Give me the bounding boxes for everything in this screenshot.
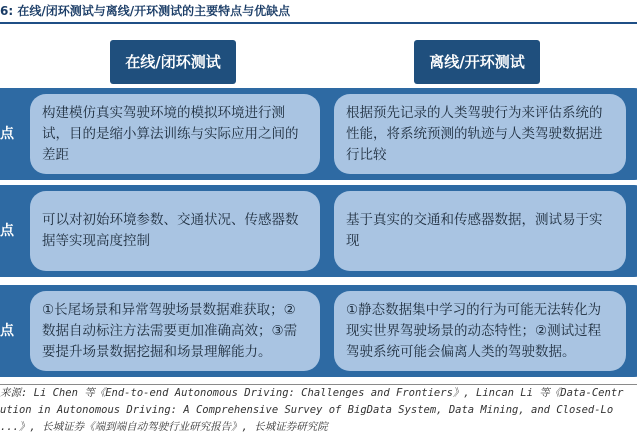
cell-advantages-offline: 基于真实的交通和传感器数据，测试易于实现 — [334, 191, 626, 271]
source-line-1: 来源: Li Chen 等《End-to-end Autonomous Driving: Challenges and Frontiers》, Lincan Li 等《Data-Centr — [0, 387, 624, 399]
header-offline-open-loop: 离线/开环测试 — [414, 40, 540, 84]
cell-disadvantages-online: ①长尾场景和异常驾驶场景数据难获取；②数据自动标注方法需要更加准确高效；③需要提升场景数据挖掘和场景理解能力。 — [30, 291, 320, 371]
row-disadvantages — [0, 285, 637, 377]
row-label-features: 点 — [0, 126, 14, 142]
row-features — [0, 88, 637, 180]
source-note — [0, 384, 637, 432]
header-online-closed-loop: 在线/闭环测试 — [110, 40, 236, 84]
row-label-advantages: 点 — [0, 223, 14, 239]
row-label-disadvantages: 点 — [0, 323, 14, 339]
cell-disadvantages-offline: ①静态数据集中学习的行为可能无法转化为现实世界驾驶场景的动态特性；②测试过程驾驶系统可能会偏离人类的驾驶数据。 — [334, 291, 626, 371]
cell-features-offline: 根据预先记录的人类驾驶行为来评估系统的性能，将系统预测的轨迹与人类驾驶数据进行比较 — [334, 94, 626, 174]
cell-features-online: 构建模仿真实驾驶环境的模拟环境进行测试，目的是缩小算法训练与实际应用之间的差距 — [30, 94, 320, 174]
source-line-3: ...》, 长城证券《端到端自动驾驶行业研究报告》, 长城证券研究院 — [0, 421, 328, 432]
cell-advantages-online: 可以对初始环境参数、交通状况、传感器数据等实现高度控制 — [30, 191, 320, 271]
source-line-2: ution in Autonomous Driving: A Comprehensive Survey of BigData System, Data Mining, and Closed-Lo — [0, 404, 614, 416]
figure-caption: 6: 在线/闭环测试与离线/开环测试的主要特点与优缺点 — [0, 0, 637, 24]
row-advantages — [0, 185, 637, 277]
